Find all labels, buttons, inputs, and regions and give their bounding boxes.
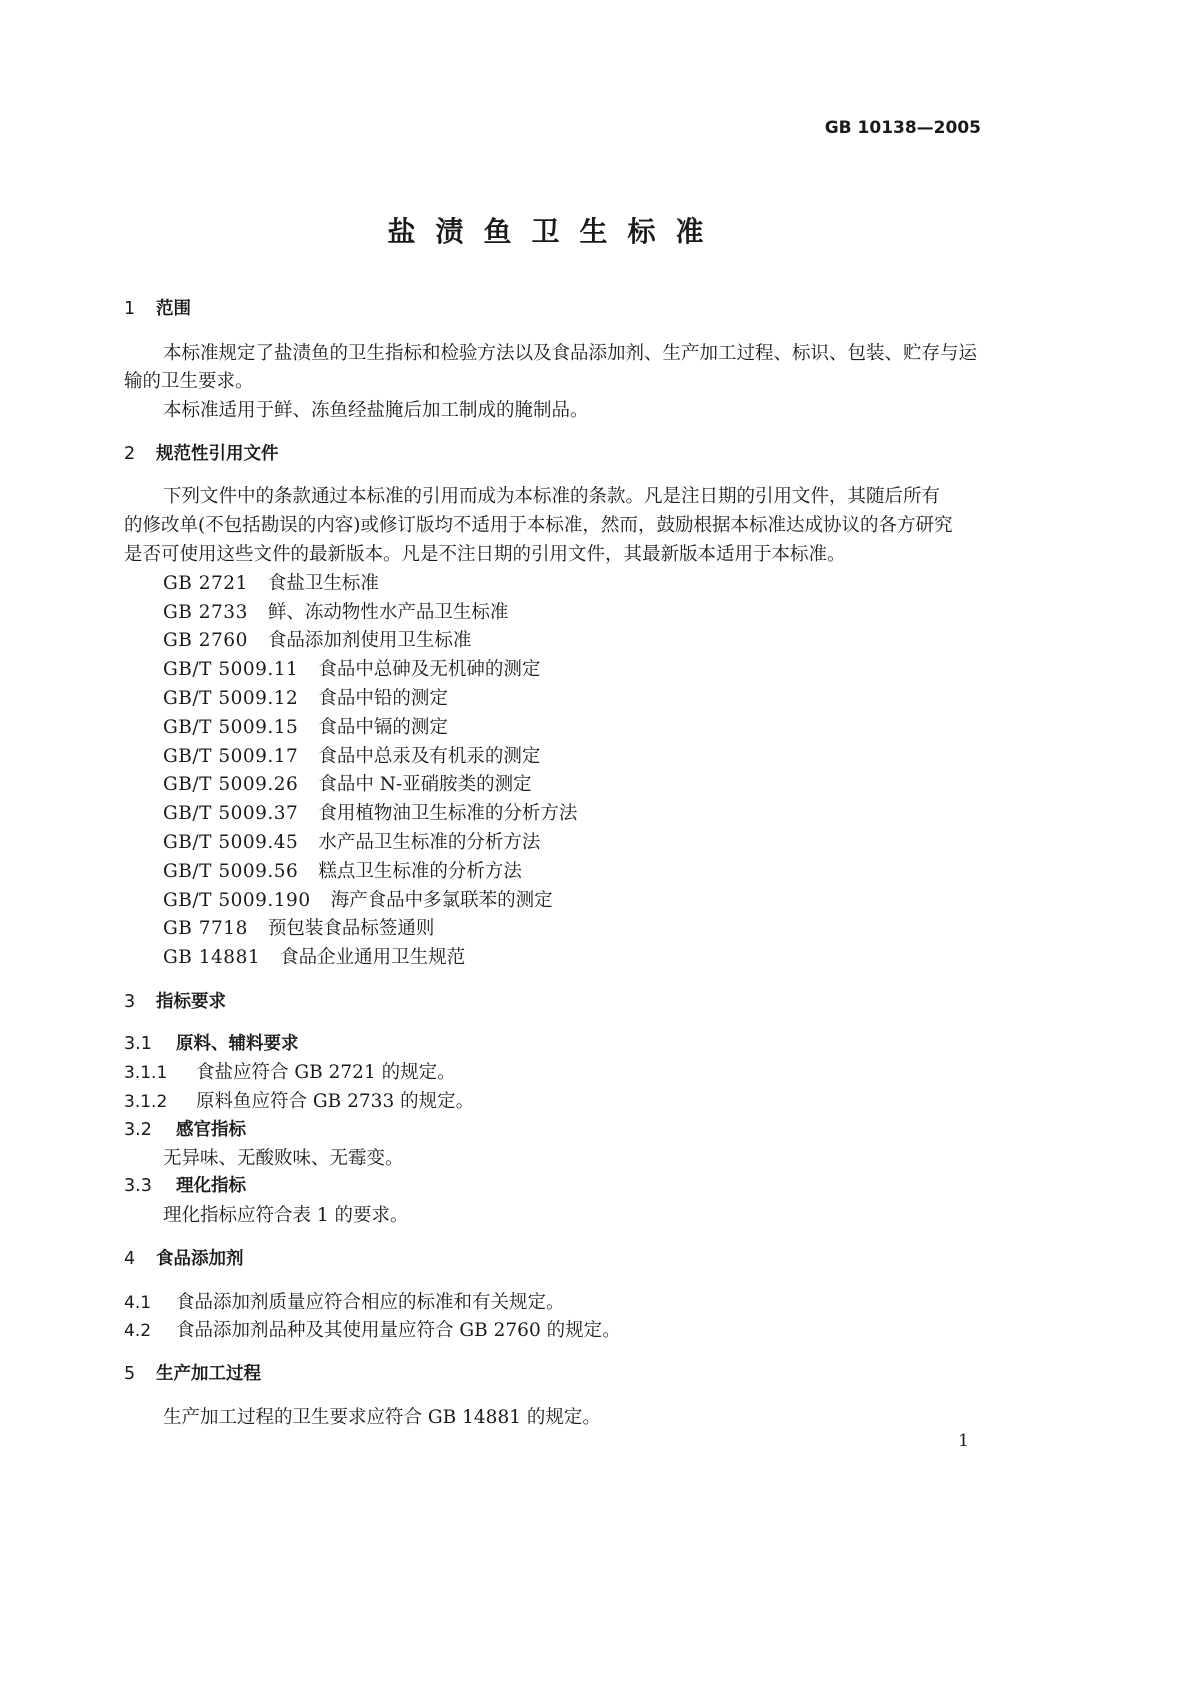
clause-number: 3.1.1 bbox=[124, 1063, 168, 1083]
clause-text: 食品添加剂品种及其使用量应符合 GB 2760 的规定。 bbox=[176, 1320, 621, 1341]
section-number: 1 bbox=[124, 299, 136, 319]
reference-title: 糕点卫生标准的分析方法 bbox=[318, 861, 522, 882]
reference-item bbox=[163, 742, 540, 768]
clause-3-1-2 bbox=[124, 1087, 474, 1113]
section-number: 3 bbox=[124, 992, 136, 1012]
reference-item bbox=[163, 569, 379, 595]
reference-item bbox=[163, 684, 448, 710]
reference-title: 食盐卫生标准 bbox=[267, 573, 379, 594]
reference-item bbox=[163, 886, 553, 912]
section-number: 4 bbox=[124, 1249, 136, 1269]
reference-code: GB/T 5009.12 bbox=[163, 688, 299, 709]
section-title: 原料、辅料要求 bbox=[176, 1034, 299, 1054]
section-number: 3.2 bbox=[124, 1120, 152, 1140]
scope-paragraph-2: 本标准适用于鲜、冻鱼经盐腌后加工制成的腌制品。 bbox=[163, 400, 589, 421]
reference-code: GB/T 5009.26 bbox=[163, 774, 299, 795]
section-1-heading bbox=[124, 295, 191, 320]
reference-title: 食品中 N-亚硝胺类的测定 bbox=[318, 774, 532, 795]
references-intro-line-2: 的修改单(不包括勘误的内容)或修订版均不适用于本标准，然而，鼓励根据本标准达成协议的各方研究 bbox=[124, 515, 953, 536]
section-3-heading bbox=[124, 988, 226, 1013]
section-number: 2 bbox=[124, 444, 136, 464]
reference-item bbox=[163, 713, 448, 739]
section-title: 理化指标 bbox=[176, 1176, 246, 1196]
reference-item bbox=[163, 655, 540, 681]
page-title: 盐渍鱼卫生标准 bbox=[387, 215, 724, 248]
physicochemical-text: 理化指标应符合表 1 的要求。 bbox=[163, 1205, 409, 1226]
clause-text: 食品添加剂质量应符合相应的标准和有关规定。 bbox=[176, 1292, 565, 1313]
section-title: 食品添加剂 bbox=[156, 1249, 244, 1269]
references-intro-line-1: 下列文件中的条款通过本标准的引用而成为本标准的条款。凡是注日期的引用文件，其随后所有 bbox=[163, 486, 941, 507]
reference-title: 水产品卫生标准的分析方法 bbox=[318, 832, 541, 853]
clause-number: 4.1 bbox=[124, 1293, 152, 1313]
reference-title: 食品中总汞及有机汞的测定 bbox=[318, 746, 541, 767]
reference-title: 预包装食品标签通则 bbox=[267, 918, 435, 939]
clause-4-1 bbox=[124, 1288, 565, 1314]
section-title: 生产加工过程 bbox=[156, 1364, 261, 1384]
reference-item bbox=[163, 828, 540, 854]
standard-code: GB 10138—2005 bbox=[824, 118, 981, 138]
reference-title: 食品中镉的测定 bbox=[318, 717, 448, 738]
reference-item bbox=[163, 943, 465, 969]
section-number: 3.3 bbox=[124, 1176, 152, 1196]
reference-code: GB 2733 bbox=[163, 602, 248, 623]
reference-code: GB/T 5009.45 bbox=[163, 832, 299, 853]
reference-item bbox=[163, 626, 471, 652]
clause-4-2 bbox=[124, 1316, 621, 1342]
sensory-text: 无异味、无酸败味、无霉变。 bbox=[163, 1148, 404, 1169]
reference-code: GB 14881 bbox=[163, 947, 261, 968]
reference-title: 食品企业通用卫生规范 bbox=[280, 947, 466, 968]
section-title: 范围 bbox=[156, 299, 191, 319]
reference-code: GB/T 5009.56 bbox=[163, 861, 299, 882]
section-number: 5 bbox=[124, 1364, 136, 1384]
clause-text: 食盐应符合 GB 2721 的规定。 bbox=[196, 1062, 456, 1083]
reference-code: GB/T 5009.37 bbox=[163, 803, 299, 824]
reference-title: 海产食品中多氯联苯的测定 bbox=[330, 890, 553, 911]
section-3-1-heading bbox=[124, 1030, 299, 1055]
reference-code: GB/T 5009.15 bbox=[163, 717, 299, 738]
section-4-heading bbox=[124, 1245, 244, 1270]
references-intro-line-3: 是否可使用这些文件的最新版本。凡是不注日期的引用文件，其最新版本适用于本标准。 bbox=[124, 544, 846, 565]
reference-item bbox=[163, 857, 522, 883]
scope-paragraph-1-line-1: 本标准规定了盐渍鱼的卫生指标和检验方法以及食品添加剂、生产加工过程、标识、包装、贮存与运 bbox=[163, 343, 978, 364]
reference-title: 食品中总砷及无机砷的测定 bbox=[318, 659, 541, 680]
reference-code: GB 2721 bbox=[163, 573, 248, 594]
reference-item bbox=[163, 598, 508, 624]
section-number: 3.1 bbox=[124, 1034, 152, 1054]
reference-code: GB/T 5009.190 bbox=[163, 890, 311, 911]
reference-title: 食品中铅的测定 bbox=[318, 688, 448, 709]
section-3-2-heading bbox=[124, 1116, 246, 1141]
page-number: 1 bbox=[958, 1431, 969, 1451]
section-title: 感官指标 bbox=[176, 1120, 246, 1140]
scope-paragraph-1-line-2: 输的卫生要求。 bbox=[124, 371, 254, 392]
section-5-heading bbox=[124, 1360, 261, 1385]
section-2-heading bbox=[124, 440, 279, 465]
clause-3-1-1 bbox=[124, 1058, 456, 1084]
production-process-text: 生产加工过程的卫生要求应符合 GB 14881 的规定。 bbox=[163, 1407, 601, 1428]
reference-code: GB 7718 bbox=[163, 918, 248, 939]
reference-item bbox=[163, 770, 532, 796]
reference-code: GB 2760 bbox=[163, 630, 248, 651]
reference-title: 食用植物油卫生标准的分析方法 bbox=[318, 803, 578, 824]
clause-number: 4.2 bbox=[124, 1321, 152, 1341]
section-title: 指标要求 bbox=[156, 992, 226, 1012]
clause-text: 原料鱼应符合 GB 2733 的规定。 bbox=[196, 1091, 475, 1112]
reference-code: GB/T 5009.11 bbox=[163, 659, 299, 680]
clause-number: 3.1.2 bbox=[124, 1092, 168, 1112]
reference-item bbox=[163, 799, 577, 825]
section-title: 规范性引用文件 bbox=[156, 444, 279, 464]
reference-code: GB/T 5009.17 bbox=[163, 746, 299, 767]
reference-item bbox=[163, 914, 434, 940]
section-3-3-heading bbox=[124, 1172, 246, 1197]
reference-title: 鲜、冻动物性水产品卫生标准 bbox=[267, 602, 509, 623]
reference-title: 食品添加剂使用卫生标准 bbox=[267, 630, 472, 651]
